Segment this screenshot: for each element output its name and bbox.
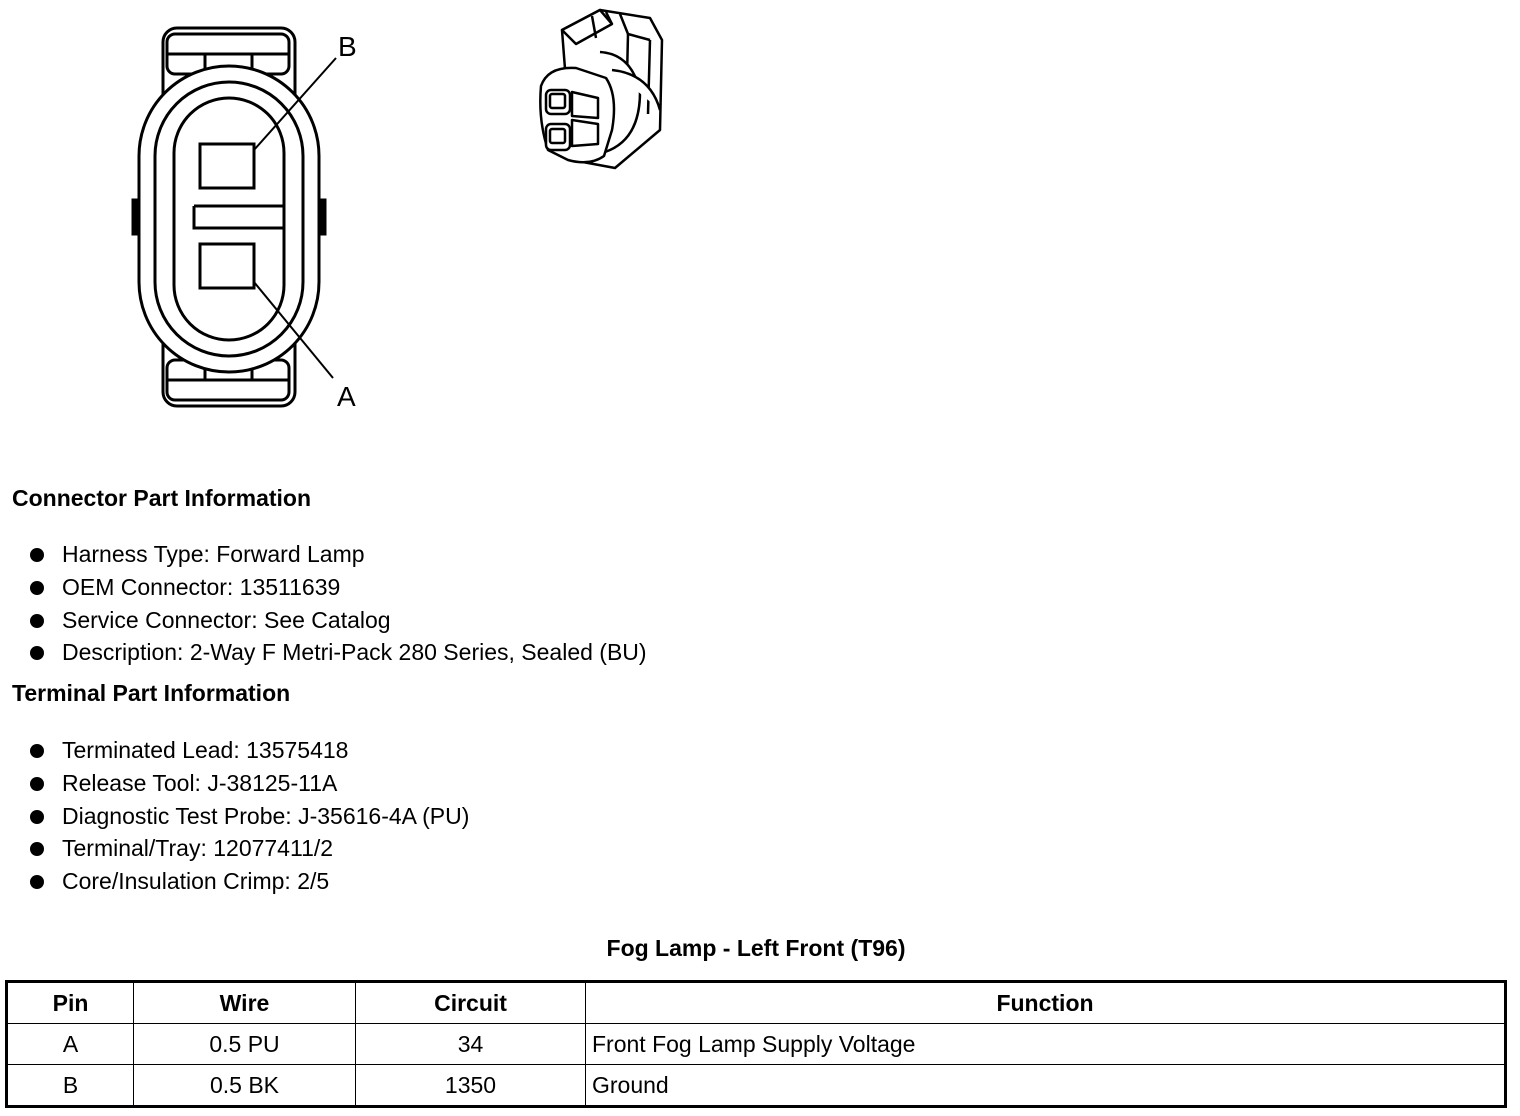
terminal-part-info-heading: Terminal Part Information bbox=[12, 680, 291, 706]
connector-diagram bbox=[0, 0, 760, 420]
list-item: Service Connector: See Catalog bbox=[28, 604, 647, 637]
header-pin: Pin bbox=[7, 982, 134, 1024]
table-header-row bbox=[7, 982, 1506, 1024]
cell-circuit: 1350 bbox=[356, 1065, 586, 1107]
pin-table bbox=[5, 980, 1507, 1108]
connector-part-info-list bbox=[28, 538, 647, 669]
list-item: Release Tool: J-38125-11A bbox=[28, 767, 469, 800]
list-item: Core/Insulation Crimp: 2/5 bbox=[28, 865, 469, 898]
list-item: Diagnostic Test Probe: J-35616-4A (PU) bbox=[28, 800, 469, 833]
terminal-part-info-list bbox=[28, 734, 469, 898]
cell-circuit: 34 bbox=[356, 1024, 586, 1065]
header-function: Function bbox=[586, 982, 1506, 1024]
callout-b: B bbox=[338, 31, 357, 62]
pin-table-title: Fog Lamp - Left Front (T96) bbox=[606, 935, 906, 961]
cell-function: Front Fog Lamp Supply Voltage bbox=[586, 1024, 1506, 1065]
cell-wire: 0.5 BK bbox=[134, 1065, 356, 1107]
cell-pin: A bbox=[7, 1024, 134, 1065]
connector-face-view bbox=[133, 28, 336, 406]
table-row bbox=[7, 1024, 1506, 1065]
connector-iso-view bbox=[540, 10, 662, 168]
list-item: Description: 2-Way F Metri-Pack 280 Series, Sealed (BU) bbox=[28, 636, 647, 669]
connector-part-info-heading: Connector Part Information bbox=[12, 485, 312, 511]
list-item: Harness Type: Forward Lamp bbox=[28, 538, 647, 571]
table-row bbox=[7, 1065, 1506, 1107]
cell-wire: 0.5 PU bbox=[134, 1024, 356, 1065]
header-wire: Wire bbox=[134, 982, 356, 1024]
list-item: Terminal/Tray: 12077411/2 bbox=[28, 832, 469, 865]
cell-function: Ground bbox=[586, 1065, 1506, 1107]
header-circuit: Circuit bbox=[356, 982, 586, 1024]
list-item: Terminated Lead: 13575418 bbox=[28, 734, 469, 767]
cell-pin: B bbox=[7, 1065, 134, 1107]
callout-a: A bbox=[337, 381, 356, 412]
list-item: OEM Connector: 13511639 bbox=[28, 571, 647, 604]
